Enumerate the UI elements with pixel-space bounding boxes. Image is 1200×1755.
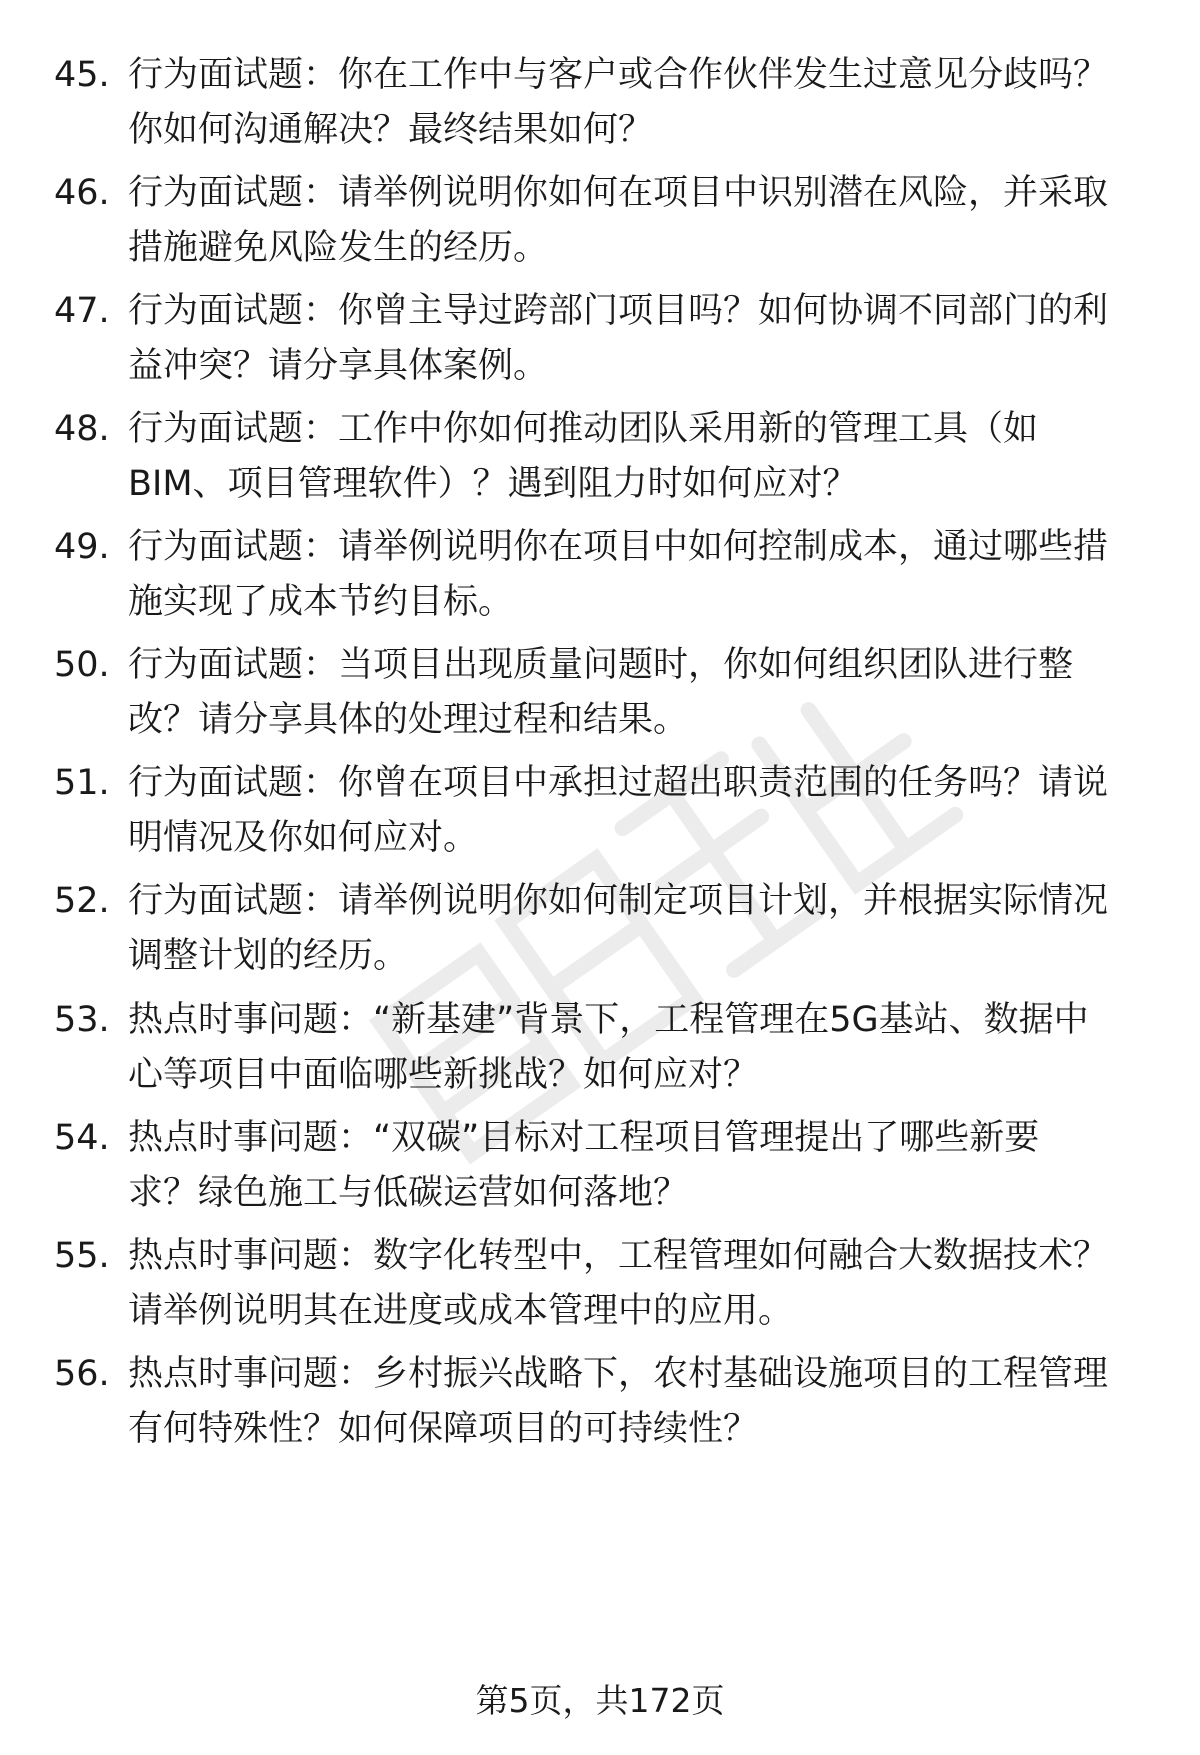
item-number: 48. [54, 409, 110, 449]
item-text: 行为面试题：当项目出现质量问题时，你如何组织团队进行整 改？请分享具体的处理过程和结果。 [128, 645, 1074, 740]
list-item [0, 48, 1200, 168]
item-text: 行为面试题：你曾主导过跨部门项目吗？如何协调不同部门的利 益冲突？请分享具体案例。 [128, 291, 1109, 386]
item-number: 52. [54, 881, 110, 921]
list-item [0, 1229, 1200, 1349]
list-item [0, 520, 1200, 640]
item-text: 行为面试题：请举例说明你在项目中如何控制成本，通过哪些措 施实现了成本节约目标。 [128, 527, 1109, 622]
list-item [0, 166, 1200, 286]
item-number: 51. [54, 763, 110, 803]
list-item [0, 756, 1200, 876]
item-text: 行为面试题：工作中你如何推动团队采用新的管理工具（如 BIM、项目管理软件）？遇到阻力时如何应对？ [128, 409, 1039, 504]
item-text: 行为面试题：请举例说明你如何制定项目计划，并根据实际情况 调整计划的经历。 [128, 881, 1109, 976]
list-item [0, 402, 1200, 522]
item-number: 45. [54, 55, 110, 95]
item-number: 53. [54, 1000, 110, 1040]
item-text: 行为面试题：请举例说明你如何在项目中识别潜在风险，并采取 措施避免风险发生的经历。 [128, 173, 1109, 268]
list-item [0, 284, 1200, 404]
list-item [0, 993, 1200, 1113]
list-item [0, 874, 1200, 994]
list-item [0, 1111, 1200, 1231]
item-text: 热点时事问题：“新基建”背景下，工程管理在5G基站、数据中 心等项目中面临哪些新挑战？如何应对？ [128, 1000, 1089, 1095]
page-footer: 第5页，共172页 [475, 1681, 725, 1720]
item-number: 49. [54, 527, 110, 567]
item-text: 热点时事问题：乡村振兴战略下，农村基础设施项目的工程管理 有何特殊性？如何保障项目的可持续性？ [128, 1354, 1109, 1449]
list-item [0, 1347, 1200, 1467]
list-item [0, 638, 1200, 758]
item-text: 热点时事问题：“双碳”目标对工程项目管理提出了哪些新要 求？绿色施工与低碳运营如何落地？ [128, 1118, 1040, 1213]
item-text: 行为面试题：你在工作中与客户或合作伙伴发生过意见分歧吗？ 你如何沟通解决？最终结果如何？ [128, 55, 1109, 150]
item-number: 46. [54, 173, 110, 213]
item-number: 47. [54, 291, 110, 331]
item-number: 50. [54, 645, 110, 685]
item-number: 56. [54, 1354, 110, 1394]
item-number: 55. [54, 1236, 110, 1276]
item-text: 行为面试题：你曾在项目中承担过超出职责范围的任务吗？请说 明情况及你如何应对。 [128, 763, 1109, 858]
item-text: 热点时事问题：数字化转型中，工程管理如何融合大数据技术？ 请举例说明其在进度或成本管理中的应用。 [128, 1236, 1109, 1331]
item-number: 54. [54, 1118, 110, 1158]
